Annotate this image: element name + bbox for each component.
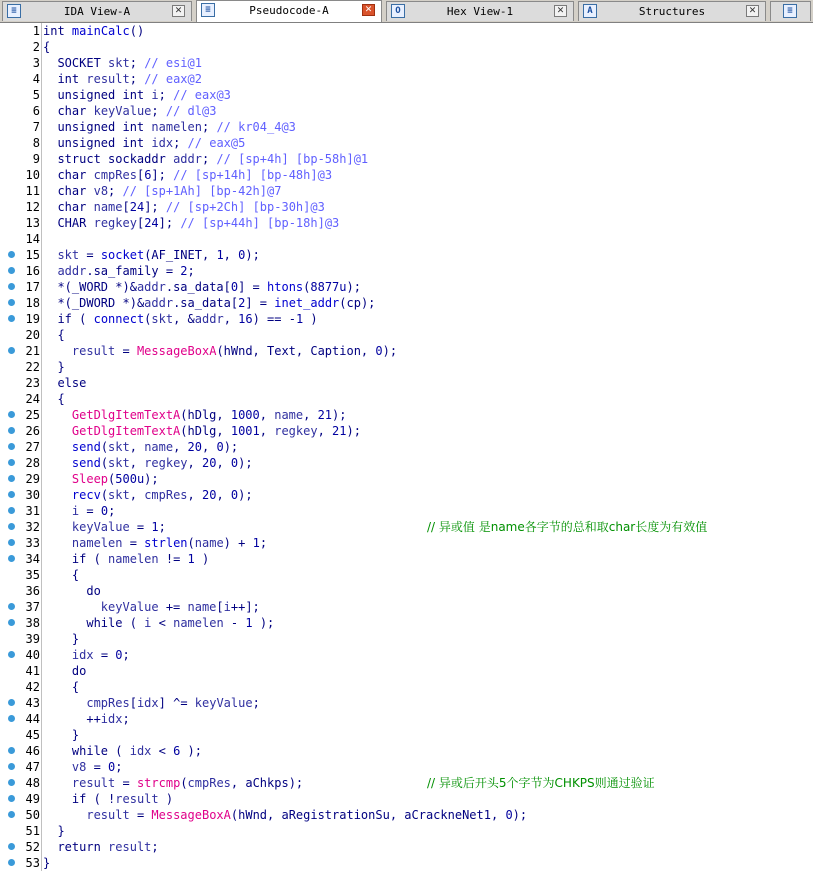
code-text: if ( !result ) [71, 792, 174, 806]
code-text: unsigned int i; // eax@3 [57, 88, 231, 102]
code-line[interactable] [0, 119, 813, 135]
breakpoint-dot-icon[interactable] [8, 299, 15, 306]
code-line[interactable] [0, 295, 813, 311]
line-number: 22 [25, 360, 40, 374]
code-text: v8 = 0; [71, 760, 123, 774]
code-line[interactable] [0, 711, 813, 727]
breakpoint-dot-icon[interactable] [8, 491, 15, 498]
code-text: char v8; // [sp+1Ah] [bp-42h]@7 [57, 184, 282, 198]
code-line[interactable] [0, 807, 813, 823]
user-comment: // 异或后开头5个字节为CHKPS则通过验证 [427, 776, 655, 790]
breakpoint-dot-icon[interactable] [8, 811, 15, 818]
line-number: 32 [25, 520, 40, 534]
line-number: 9 [32, 152, 40, 166]
code-text: { [43, 40, 51, 54]
code-text: } [43, 856, 51, 870]
code-text: SOCKET skt; // esi@1 [57, 56, 202, 70]
line-number: 7 [32, 120, 40, 134]
breakpoint-dot-icon[interactable] [8, 523, 15, 530]
code-text: namelen = strlen(name) + 1; [71, 536, 268, 550]
code-text: skt = socket(AF_INET, 1, 0); [57, 248, 260, 262]
code-line[interactable] [0, 215, 813, 231]
line-number: 47 [25, 760, 40, 774]
code-line[interactable] [0, 647, 813, 663]
code-line[interactable] [0, 471, 813, 487]
code-text: if ( namelen != 1 ) [71, 552, 210, 566]
tab-bar [0, 0, 813, 23]
breakpoint-dot-icon[interactable] [8, 539, 15, 546]
line-number: 37 [25, 600, 40, 614]
close-icon[interactable]: ✕ [746, 5, 759, 17]
breakpoint-dot-icon[interactable] [8, 795, 15, 802]
breakpoint-dot-icon[interactable] [8, 747, 15, 754]
line-number: 46 [25, 744, 40, 758]
code-text: do [86, 584, 101, 598]
code-line[interactable] [0, 663, 813, 679]
line-number: 51 [25, 824, 40, 838]
code-line[interactable] [0, 775, 813, 791]
tab-label: Structures [638, 5, 706, 18]
code-line[interactable] [0, 23, 813, 39]
code-line[interactable] [0, 855, 813, 871]
code-line[interactable] [0, 343, 813, 359]
code-text: *(_DWORD *)&addr.sa_data[2] = inet_addr(cp); [43, 296, 376, 310]
ida-view-icon: ≡ [7, 4, 21, 18]
tab-structures[interactable] [578, 1, 766, 21]
code-line[interactable] [0, 199, 813, 215]
close-icon[interactable]: ✕ [362, 4, 375, 16]
line-number: 42 [25, 680, 40, 694]
code-line[interactable] [0, 263, 813, 279]
code-text: result = strcmp(cmpRes, aChkps); [71, 776, 304, 790]
code-line[interactable] [0, 455, 813, 471]
breakpoint-dot-icon[interactable] [8, 843, 15, 850]
line-number: 18 [25, 296, 40, 310]
code-text: struct sockaddr addr; // [sp+4h] [bp-58h]@1 [57, 152, 369, 166]
code-text: addr.sa_family = 2; [57, 264, 195, 278]
code-line[interactable] [0, 519, 813, 535]
breakpoint-dot-icon[interactable] [8, 251, 15, 258]
line-number: 19 [25, 312, 40, 326]
pseudocode-icon: ≡ [201, 3, 215, 17]
hex-view-icon: O [391, 4, 405, 18]
code-text: char name[24]; // [sp+2Ch] [bp-30h]@3 [57, 200, 325, 214]
code-line[interactable] [0, 359, 813, 375]
line-number: 53 [25, 856, 40, 870]
line-number: 4 [32, 72, 40, 86]
breakpoint-dot-icon[interactable] [8, 283, 15, 290]
code-line[interactable] [0, 567, 813, 583]
line-number: 10 [25, 168, 40, 182]
line-number: 15 [25, 248, 40, 262]
line-number: 5 [32, 88, 40, 102]
code-text: { [43, 328, 65, 342]
code-line[interactable] [0, 55, 813, 71]
code-text: ++idx; [43, 712, 130, 726]
code-text: send(skt, regkey, 20, 0); [71, 456, 253, 470]
line-number: 8 [32, 136, 40, 150]
line-number: 35 [25, 568, 40, 582]
breakpoint-dot-icon[interactable] [8, 619, 15, 626]
code-line[interactable] [0, 167, 813, 183]
breakpoint-dot-icon[interactable] [8, 315, 15, 322]
tab-label: Hex View-1 [446, 5, 514, 18]
tab-label: IDA View-A [63, 5, 131, 18]
code-text: while ( i < namelen - 1 ); [86, 616, 275, 630]
code-text: } [43, 632, 80, 646]
breakpoint-dot-icon[interactable] [8, 267, 15, 274]
code-text: *(_WORD *)&addr.sa_data[0] = htons(8877u); [43, 280, 361, 294]
breakpoint-dot-icon[interactable] [8, 779, 15, 786]
code-line[interactable] [0, 151, 813, 167]
code-line[interactable] [0, 615, 813, 631]
tab-label: Pseudocode-A [249, 4, 329, 17]
code-line[interactable] [0, 279, 813, 295]
tab-pseudocode-a[interactable] [196, 0, 382, 22]
code-text: Sleep(500u); [71, 472, 159, 486]
line-number: 43 [25, 696, 40, 710]
breakpoint-dot-icon[interactable] [8, 555, 15, 562]
code-text: } [43, 360, 65, 374]
code-text: GetDlgItemTextA(hDlg, 1001, regkey, 21); [71, 424, 361, 438]
code-line[interactable] [0, 247, 813, 263]
code-line[interactable] [0, 423, 813, 439]
code-line[interactable] [0, 551, 813, 567]
breakpoint-dot-icon[interactable] [8, 763, 15, 770]
line-number: 1 [32, 24, 40, 38]
line-number: 17 [25, 280, 40, 294]
line-number: 40 [25, 648, 40, 662]
line-number: 31 [25, 504, 40, 518]
breakpoint-dot-icon[interactable] [8, 411, 15, 418]
code-line[interactable] [0, 439, 813, 455]
line-number: 49 [25, 792, 40, 806]
code-line[interactable] [0, 679, 813, 695]
code-text: } [43, 824, 65, 838]
tab-overflow[interactable] [770, 1, 811, 21]
code-text: while ( idx < 6 ); [71, 744, 203, 758]
code-text: keyValue += name[i++]; [100, 600, 260, 614]
structures-icon: A [583, 4, 597, 18]
code-line[interactable] [0, 71, 813, 87]
line-number: 25 [25, 408, 40, 422]
code-line[interactable] [0, 39, 813, 55]
breakpoint-dot-icon[interactable] [8, 859, 15, 866]
code-text: i = 0; [71, 504, 116, 518]
line-number: 30 [25, 488, 40, 502]
code-line[interactable] [0, 311, 813, 327]
code-line[interactable] [0, 535, 813, 551]
line-number: 2 [32, 40, 40, 54]
line-number: 23 [25, 376, 40, 390]
line-number: 26 [25, 424, 40, 438]
line-number: 38 [25, 616, 40, 630]
line-number: 3 [32, 56, 40, 70]
line-number: 33 [25, 536, 40, 550]
line-number: 34 [25, 552, 40, 566]
code-text: { [43, 568, 80, 582]
code-text: else [57, 376, 87, 390]
line-number: 11 [25, 184, 40, 198]
tab-ida-view-a[interactable] [2, 1, 192, 21]
pseudocode-view[interactable] [0, 23, 813, 871]
line-number: 39 [25, 632, 40, 646]
breakpoint-dot-icon[interactable] [8, 507, 15, 514]
code-line[interactable] [0, 103, 813, 119]
line-number: 36 [25, 584, 40, 598]
code-line[interactable] [0, 743, 813, 759]
code-text: if ( connect(skt, &addr, 16) == -1 ) [57, 312, 318, 326]
code-line[interactable] [0, 87, 813, 103]
code-text: result = MessageBoxA(hWnd, aRegistrationSu, aCrackneNet1, 0); [86, 808, 528, 822]
code-line[interactable] [0, 391, 813, 407]
breakpoint-dot-icon[interactable] [8, 427, 15, 434]
close-icon[interactable]: ✕ [554, 5, 567, 17]
line-number: 12 [25, 200, 40, 214]
list-icon: ≡ [783, 4, 797, 18]
code-text: char keyValue; // dl@3 [57, 104, 217, 118]
breakpoint-dot-icon[interactable] [8, 459, 15, 466]
user-comment: // 异或值 是name各字节的总和取char长度为有效值 [427, 520, 708, 534]
line-number: 45 [25, 728, 40, 742]
code-line[interactable] [0, 631, 813, 647]
line-number: 50 [25, 808, 40, 822]
breakpoint-dot-icon[interactable] [8, 715, 15, 722]
code-text: unsigned int idx; // eax@5 [57, 136, 246, 150]
line-number: 21 [25, 344, 40, 358]
breakpoint-dot-icon[interactable] [8, 347, 15, 354]
code-text: keyValue = 1; [71, 520, 166, 534]
code-text: idx = 0; [71, 648, 130, 662]
code-text: unsigned int namelen; // kr04_4@3 [57, 120, 296, 134]
code-text: return result; [57, 840, 159, 854]
code-text: CHAR regkey[24]; // [sp+44h] [bp-18h]@3 [57, 216, 340, 230]
code-line[interactable] [0, 375, 813, 391]
code-text: result = MessageBoxA(hWnd, Text, Caption, 0); [71, 344, 398, 358]
code-line[interactable] [0, 839, 813, 855]
code-text: int mainCalc() [43, 24, 145, 38]
code-line[interactable] [0, 727, 813, 743]
code-line[interactable] [0, 791, 813, 807]
line-number: 24 [25, 392, 40, 406]
code-text: int result; // eax@2 [57, 72, 202, 86]
breakpoint-dot-icon[interactable] [8, 443, 15, 450]
line-number: 29 [25, 472, 40, 486]
code-line[interactable] [0, 327, 813, 343]
code-text: GetDlgItemTextA(hDlg, 1000, name, 21); [71, 408, 347, 422]
code-text: { [43, 680, 80, 694]
line-number: 41 [25, 664, 40, 678]
code-line[interactable] [0, 503, 813, 519]
code-text: recv(skt, cmpRes, 20, 0); [71, 488, 253, 502]
code-text: send(skt, name, 20, 0); [71, 440, 239, 454]
line-number: 28 [25, 456, 40, 470]
code-line[interactable] [0, 407, 813, 423]
line-number: 16 [25, 264, 40, 278]
line-number: 20 [25, 328, 40, 342]
breakpoint-dot-icon[interactable] [8, 651, 15, 658]
code-text: cmpRes[idx] ^= keyValue; [86, 696, 260, 710]
line-number: 13 [25, 216, 40, 230]
line-number: 48 [25, 776, 40, 790]
code-line[interactable] [0, 183, 813, 199]
code-text: { [43, 392, 65, 406]
code-line[interactable] [0, 487, 813, 503]
code-text: } [43, 728, 80, 742]
code-line[interactable] [0, 695, 813, 711]
tab-hex-view-1[interactable] [386, 1, 574, 21]
code-line[interactable] [0, 135, 813, 151]
code-text: char cmpRes[6]; // [sp+14h] [bp-48h]@3 [57, 168, 333, 182]
code-line[interactable] [0, 599, 813, 615]
code-line[interactable] [0, 759, 813, 775]
breakpoint-dot-icon[interactable] [8, 475, 15, 482]
code-line[interactable] [0, 583, 813, 599]
line-number: 6 [32, 104, 40, 118]
close-icon[interactable]: ✕ [172, 5, 185, 17]
line-number: 44 [25, 712, 40, 726]
code-line[interactable] [0, 823, 813, 839]
breakpoint-dot-icon[interactable] [8, 699, 15, 706]
line-number: 52 [25, 840, 40, 854]
code-text: do [71, 664, 87, 678]
breakpoint-dot-icon[interactable] [8, 603, 15, 610]
line-number: 14 [25, 232, 40, 246]
line-number: 27 [25, 440, 40, 454]
code-line[interactable] [0, 231, 813, 247]
